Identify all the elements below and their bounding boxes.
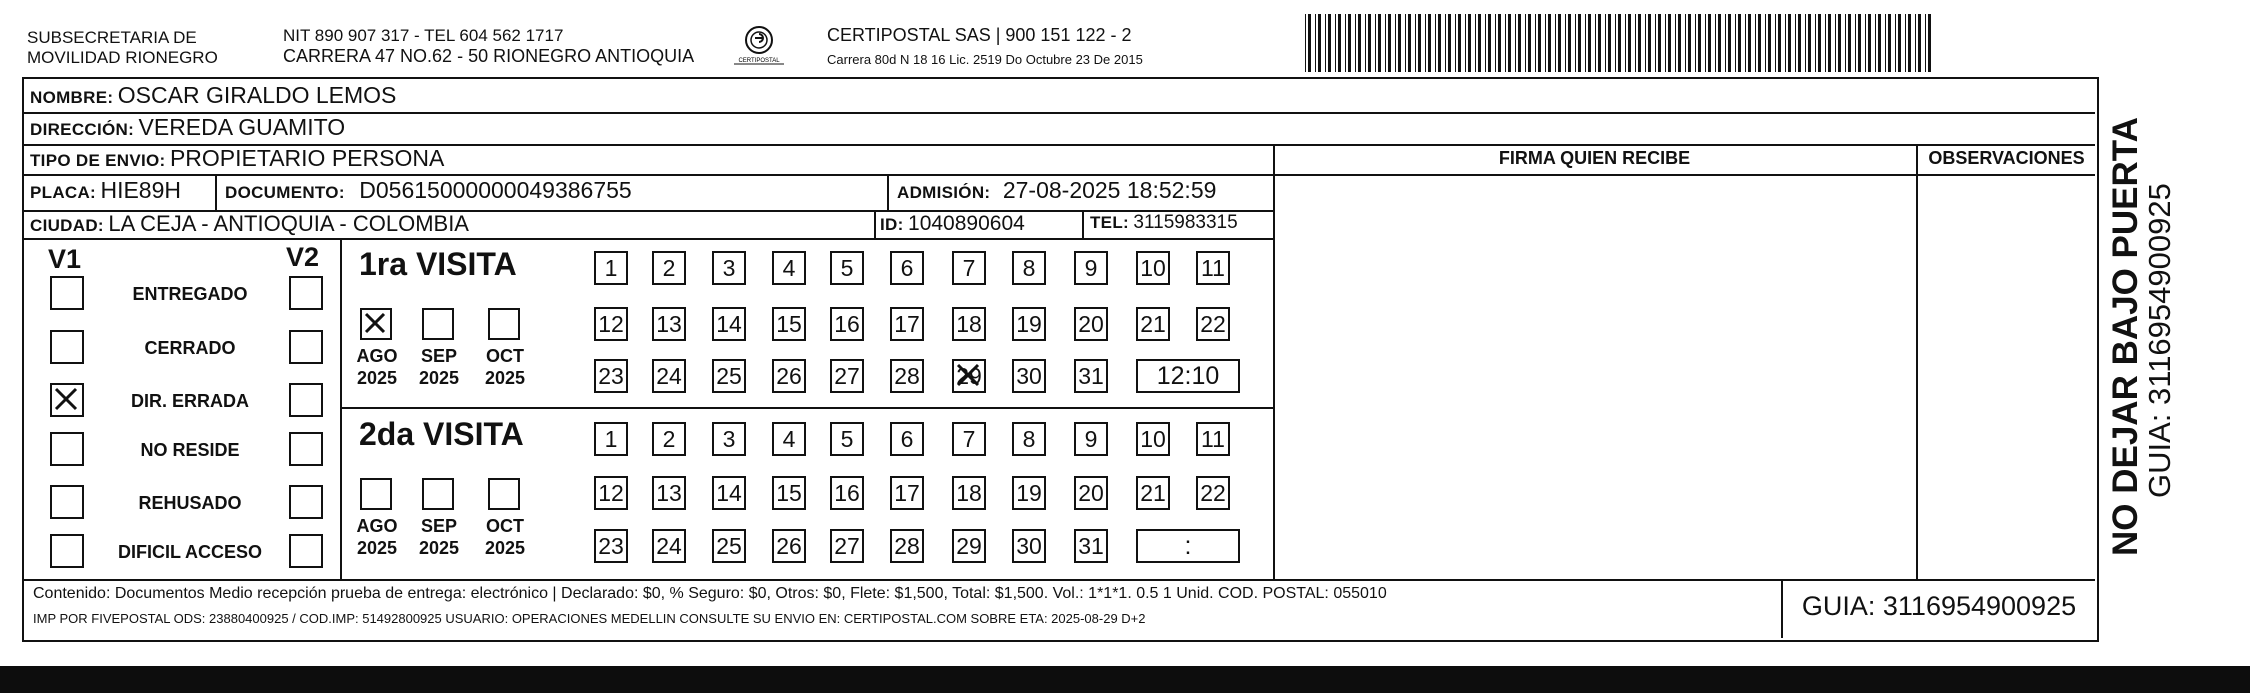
barcode-bar xyxy=(1638,14,1641,72)
status-label: DIFICIL ACCESO xyxy=(117,542,262,562)
barcode-bar xyxy=(1745,14,1746,72)
day-box[interactable]: 1 xyxy=(594,422,628,456)
day-box[interactable]: 9 xyxy=(1074,422,1108,456)
day-box[interactable]: 24 xyxy=(652,529,686,563)
barcode-bar xyxy=(1738,14,1741,72)
day-box[interactable]: 15 xyxy=(772,307,806,341)
direccion-label: DIRECCIÓN: xyxy=(30,120,135,139)
v2-checkbox[interactable] xyxy=(289,534,323,568)
barcode-bar xyxy=(1315,14,1316,72)
placa-field xyxy=(30,177,181,204)
month-checkbox[interactable] xyxy=(488,478,520,510)
day-box[interactable]: 11 xyxy=(1196,251,1230,285)
day-box[interactable]: 22 xyxy=(1196,476,1230,510)
barcode-bar xyxy=(1308,14,1311,72)
barcode-bar xyxy=(1558,14,1561,72)
barcode-bar xyxy=(1325,14,1326,72)
day-box[interactable]: 10 xyxy=(1136,251,1170,285)
day-box[interactable]: 20 xyxy=(1074,476,1108,510)
barcode-bar xyxy=(1898,14,1901,72)
day-box[interactable]: 28 xyxy=(890,359,924,393)
day-box[interactable]: 30 xyxy=(1012,359,1046,393)
barcode-bar xyxy=(1798,14,1801,72)
barcode-bar xyxy=(1605,14,1606,72)
day-box[interactable]: 13 xyxy=(652,476,686,510)
v1-checkbox[interactable] xyxy=(50,432,84,466)
day-box[interactable]: 4 xyxy=(772,422,806,456)
barcode-bar xyxy=(1865,14,1866,72)
id-value: 1040890604 xyxy=(908,212,1025,235)
month-check-mark xyxy=(362,310,390,338)
barcode-bar xyxy=(1755,14,1756,72)
barcode-bar xyxy=(1368,14,1371,72)
barcode-bar xyxy=(1615,14,1616,72)
day-box[interactable]: 9 xyxy=(1074,251,1108,285)
v1-checkbox[interactable] xyxy=(50,534,84,568)
v1-checkbox[interactable] xyxy=(50,276,84,310)
day-box[interactable]: 12 xyxy=(594,307,628,341)
day-box[interactable]: 3 xyxy=(712,251,746,285)
barcode-bar xyxy=(1415,14,1416,72)
side-warning: NO DEJAR BAJO PUERTA xyxy=(2106,117,2145,556)
v1-header: V1 xyxy=(48,244,82,274)
day-box[interactable]: 14 xyxy=(712,307,746,341)
barcode-bar xyxy=(1805,14,1806,72)
id-field xyxy=(880,212,1025,236)
day-box[interactable]: 7 xyxy=(952,251,986,285)
barcode-bar xyxy=(1628,14,1631,72)
barcode-bar xyxy=(1445,14,1446,72)
v1-checkbox[interactable] xyxy=(50,383,84,417)
visit1-title: 1ra VISITA xyxy=(359,246,517,282)
month-label: OCT xyxy=(486,346,524,366)
barcode-bar xyxy=(1655,14,1656,72)
barcode-bar xyxy=(1488,14,1491,72)
barcode-bar xyxy=(1495,14,1496,72)
barcode-bar xyxy=(1808,14,1811,72)
status-label: REHUSADO xyxy=(138,493,242,513)
barcode-bar xyxy=(1795,14,1796,72)
barcode-bar xyxy=(1758,14,1761,72)
admision-field xyxy=(897,177,1216,204)
barcode-bar xyxy=(1485,14,1486,72)
day-box[interactable]: 5 xyxy=(830,251,864,285)
footer-guia: GUIA: 3116954900925 xyxy=(1801,591,2077,621)
barcode-bar xyxy=(1815,14,1816,72)
barcode-bar xyxy=(1748,14,1751,72)
barcode-bar xyxy=(1598,14,1601,72)
company-license: Carrera 80d N 18 16 Lic. 2519 Do Octubre 23 De 2015 xyxy=(827,52,1143,67)
barcode-bar xyxy=(1825,14,1826,72)
day-box[interactable]: 6 xyxy=(890,422,924,456)
day-box[interactable]: 17 xyxy=(890,476,924,510)
day-box[interactable]: 30 xyxy=(1012,529,1046,563)
nombre-value: OSCAR GIRALDO LEMOS xyxy=(117,82,397,108)
barcode-bar xyxy=(1698,14,1701,72)
barcode-bar xyxy=(1768,14,1771,72)
visit2-time[interactable]: : xyxy=(1136,529,1240,563)
footer-imp: IMP POR FIVEPOSTAL ODS: 23880400925 / COD.IMP: 51492800925 USUARIO: OPERACIONES MEDELLIN CONSULTE SU ENVIO EN: CERTIPOSTAL.COM SOBRE ETA: 2025-08-29 D+2 xyxy=(33,611,1146,626)
barcode-bar xyxy=(1318,14,1321,72)
barcode-bar xyxy=(1645,14,1646,72)
month-label: OCT xyxy=(486,516,524,536)
month-year: 2025 xyxy=(356,538,398,558)
v2-header: V2 xyxy=(286,242,320,272)
barcode-bar xyxy=(1875,14,1876,72)
barcode-bar xyxy=(1668,14,1671,72)
barcode-bar xyxy=(1538,14,1541,72)
barcode-bar xyxy=(1855,14,1856,72)
month-checkbox[interactable] xyxy=(488,308,520,340)
barcode-bar xyxy=(1428,14,1431,72)
barcode-bar xyxy=(1528,14,1531,72)
day-box[interactable]: 28 xyxy=(890,529,924,563)
observaciones-column-divider xyxy=(1916,144,1918,579)
status-label: CERRADO xyxy=(144,338,236,358)
barcode-bar xyxy=(1535,14,1536,72)
barcode-bar xyxy=(1625,14,1626,72)
barcode-bar xyxy=(1608,14,1611,72)
barcode-bar xyxy=(1888,14,1891,72)
barcode-bar xyxy=(1455,14,1456,72)
barcode-bar xyxy=(1905,14,1906,72)
entity-name-line2: MOVILIDAD RIONEGRO xyxy=(27,48,218,67)
barcode-bar xyxy=(1585,14,1586,72)
tipo-envio-label: TIPO DE ENVIO: xyxy=(30,151,166,170)
barcode-bar xyxy=(1338,14,1341,72)
barcode-bar xyxy=(1458,14,1461,72)
day-box[interactable]: 16 xyxy=(830,307,864,341)
v2-checkbox[interactable] xyxy=(289,485,323,519)
tel-value: 3115983315 xyxy=(1133,212,1238,233)
ciudad-field xyxy=(30,211,469,237)
barcode-bar xyxy=(1595,14,1596,72)
barcode-bar xyxy=(1675,14,1676,72)
placa-label: PLACA: xyxy=(30,183,97,202)
barcode-bar xyxy=(1728,14,1731,72)
day-box[interactable]: 25 xyxy=(712,529,746,563)
day-box[interactable]: 18 xyxy=(952,476,986,510)
barcode-bar xyxy=(1828,14,1831,72)
day-box[interactable]: 5 xyxy=(830,422,864,456)
month-checkbox[interactable] xyxy=(422,308,454,340)
day-box[interactable]: 12 xyxy=(594,476,628,510)
month-label: SEP xyxy=(420,346,458,366)
barcode-bar xyxy=(1335,14,1336,72)
barcode-bar xyxy=(1788,14,1791,72)
observaciones-label: OBSERVACIONES xyxy=(1928,148,2085,168)
visit1-time[interactable]: 12:10 xyxy=(1136,359,1240,393)
day-box[interactable]: 24 xyxy=(652,359,686,393)
v1-checkbox[interactable] xyxy=(50,485,84,519)
documento-field xyxy=(225,177,632,204)
visit2-title: 2da VISITA xyxy=(359,416,524,452)
day-box[interactable]: 2 xyxy=(652,422,686,456)
admision-value: 27-08-2025 18:52:59 xyxy=(1002,177,1217,203)
scan-edge xyxy=(0,666,2250,693)
day-box[interactable]: 21 xyxy=(1136,307,1170,341)
barcode-bar xyxy=(1398,14,1401,72)
entity-nit: NIT 890 907 317 - TEL 604 562 1717 xyxy=(283,26,564,45)
month-checkbox[interactable] xyxy=(360,308,392,340)
barcode-bar xyxy=(1505,14,1506,72)
firma-label: FIRMA QUIEN RECIBE xyxy=(1498,148,1691,168)
barcode-bar xyxy=(1355,14,1356,72)
entity-name-line1: SUBSECRETARIA DE xyxy=(27,28,197,47)
placa-value: HIE89H xyxy=(100,177,182,203)
day-box[interactable]: 27 xyxy=(830,359,864,393)
day-box[interactable]: 18 xyxy=(952,307,986,341)
barcode-bar xyxy=(1478,14,1481,72)
v2-checkbox[interactable] xyxy=(289,330,323,364)
barcode-bar xyxy=(1475,14,1476,72)
tipo-envio-field xyxy=(30,145,444,172)
barcode-bar xyxy=(1878,14,1881,72)
day-box[interactable]: 29 xyxy=(952,529,986,563)
barcode-bar xyxy=(1305,14,1306,72)
barcode-bar xyxy=(1378,14,1381,72)
barcode-bar xyxy=(1685,14,1686,72)
barcode-bar xyxy=(1775,14,1776,72)
day-box[interactable]: 26 xyxy=(772,359,806,393)
barcode-bar xyxy=(1408,14,1411,72)
day-box[interactable]: 8 xyxy=(1012,422,1046,456)
day-box[interactable]: 20 xyxy=(1074,307,1108,341)
barcode-bar xyxy=(1548,14,1551,72)
day-box[interactable]: 27 xyxy=(830,529,864,563)
day-box[interactable]: 19 xyxy=(1012,307,1046,341)
side-guia: GUIA: 3116954900925 xyxy=(2142,183,2177,498)
day-box[interactable]: 3 xyxy=(712,422,746,456)
placa-divider xyxy=(215,174,217,210)
month-checkbox[interactable] xyxy=(422,478,454,510)
direccion-field xyxy=(30,114,345,141)
day-number: 29 xyxy=(956,363,982,389)
barcode-bar xyxy=(1508,14,1511,72)
day-box[interactable]: 31 xyxy=(1074,529,1108,563)
id-label: ID: xyxy=(880,215,904,234)
barcode-bar xyxy=(1358,14,1361,72)
barcode-bar xyxy=(1785,14,1786,72)
barcode-bar xyxy=(1925,14,1926,72)
day-box[interactable]: 10 xyxy=(1136,422,1170,456)
barcode-bar xyxy=(1718,14,1721,72)
status-divider xyxy=(340,238,342,579)
day-box[interactable]: 4 xyxy=(772,251,806,285)
month-year: 2025 xyxy=(484,368,526,388)
v2-checkbox[interactable] xyxy=(289,276,323,310)
barcode-bar xyxy=(1328,14,1331,72)
barcode-bar xyxy=(1715,14,1716,72)
barcode-bar xyxy=(1565,14,1566,72)
day-box[interactable]: 23 xyxy=(594,529,628,563)
barcode-bar xyxy=(1725,14,1726,72)
v1-checkbox[interactable] xyxy=(50,330,84,364)
barcode-bar xyxy=(1918,14,1921,72)
barcode-bar xyxy=(1648,14,1651,72)
direccion-value: VEREDA GUAMITO xyxy=(138,114,346,140)
day-box[interactable]: 26 xyxy=(772,529,806,563)
v2-checkbox[interactable] xyxy=(289,432,323,466)
barcode-bar xyxy=(1498,14,1501,72)
barcode-bar xyxy=(1618,14,1621,72)
day-box[interactable]: 14 xyxy=(712,476,746,510)
barcode-bar xyxy=(1348,14,1351,72)
firma-column-divider xyxy=(1273,144,1275,579)
day-box[interactable]: 1 xyxy=(594,251,628,285)
barcode-bar xyxy=(1928,14,1931,72)
barcode-bar xyxy=(1438,14,1441,72)
barcode-bar xyxy=(1385,14,1386,72)
day-box[interactable]: 16 xyxy=(830,476,864,510)
documento-value: D05615000000049386755 xyxy=(359,177,632,203)
day-box[interactable]: 25 xyxy=(712,359,746,393)
barcode-bar xyxy=(1448,14,1451,72)
month-year: 2025 xyxy=(418,368,460,388)
ciudad-value: LA CEJA - ANTIOQUIA - COLOMBIA xyxy=(108,211,469,236)
barcode-bar xyxy=(1908,14,1911,72)
day-box[interactable]: 22 xyxy=(1196,307,1230,341)
logo-wordmark: CERTIPOSTAL xyxy=(738,58,780,64)
barcode-bar xyxy=(1435,14,1436,72)
nombre-label: NOMBRE: xyxy=(30,88,114,107)
entity-address: CARRERA 47 NO.62 - 50 RIONEGRO ANTIOQUIA xyxy=(283,46,695,66)
month-checkbox[interactable] xyxy=(360,478,392,510)
row-divider xyxy=(22,174,2095,176)
barcode-bar xyxy=(1375,14,1376,72)
v2-checkbox[interactable] xyxy=(289,383,323,417)
day-box[interactable]: 21 xyxy=(1136,476,1170,510)
barcode-bar xyxy=(1705,14,1706,72)
nombre-field xyxy=(30,82,396,109)
barcode-bar xyxy=(1848,14,1851,72)
barcode-bar xyxy=(1418,14,1421,72)
barcode-bar xyxy=(1518,14,1521,72)
barcode-bar xyxy=(1425,14,1426,72)
month-label: AGO xyxy=(356,346,398,366)
barcode-bar xyxy=(1345,14,1346,72)
day-box[interactable]: 23 xyxy=(594,359,628,393)
barcode-bar xyxy=(1708,14,1711,72)
barcode-bar xyxy=(1575,14,1576,72)
barcode-bar xyxy=(1405,14,1406,72)
barcode-bar xyxy=(1678,14,1681,72)
barcode-bar xyxy=(1838,14,1841,72)
month-year: 2025 xyxy=(356,368,398,388)
barcode-bar xyxy=(1818,14,1821,72)
day-box[interactable]: 15 xyxy=(772,476,806,510)
barcode-bar xyxy=(1868,14,1871,72)
footer-divider xyxy=(22,579,2095,581)
barcode-bar xyxy=(1778,14,1781,72)
day-box[interactable]: 6 xyxy=(890,251,924,285)
barcode-bar xyxy=(1578,14,1581,72)
barcode-bar xyxy=(1688,14,1691,72)
status-label: NO RESIDE xyxy=(140,440,240,460)
barcode-bar xyxy=(1695,14,1696,72)
day-box[interactable] xyxy=(952,359,986,393)
tel-divider xyxy=(1082,210,1084,238)
certipostal-logo xyxy=(730,24,788,70)
barcode-bar xyxy=(1845,14,1846,72)
visit-divider xyxy=(340,407,1273,409)
barcode-bar xyxy=(1555,14,1556,72)
admision-divider xyxy=(887,174,889,210)
company-info: CERTIPOSTAL SAS | 900 151 122 - 2 xyxy=(827,25,1132,45)
day-box[interactable]: 17 xyxy=(890,307,924,341)
month-label: AGO xyxy=(356,516,398,536)
day-box[interactable]: 13 xyxy=(652,307,686,341)
month-year: 2025 xyxy=(484,538,526,558)
barcode-bar xyxy=(1515,14,1516,72)
day-box[interactable]: 19 xyxy=(1012,476,1046,510)
ciudad-label: CIUDAD: xyxy=(30,216,104,235)
day-box[interactable]: 7 xyxy=(952,422,986,456)
tipo-envio-value: PROPIETARIO PERSONA xyxy=(169,145,445,171)
v1-check-mark xyxy=(52,385,82,415)
day-box[interactable]: 11 xyxy=(1196,422,1230,456)
barcode-bar xyxy=(1588,14,1591,72)
barcode-bar xyxy=(1395,14,1396,72)
documento-label: DOCUMENTO: xyxy=(225,183,345,202)
barcode xyxy=(1305,14,1941,72)
barcode-bar xyxy=(1465,14,1466,72)
barcode-bar xyxy=(1658,14,1661,72)
admision-label: ADMISIÓN: xyxy=(897,183,991,202)
status-label: DIR. ERRADA xyxy=(130,391,249,411)
barcode-bar xyxy=(1545,14,1546,72)
barcode-bar xyxy=(1525,14,1526,72)
barcode-bar xyxy=(1365,14,1366,72)
day-box[interactable]: 2 xyxy=(652,251,686,285)
status-label: ENTREGADO xyxy=(132,284,248,304)
barcode-bar xyxy=(1765,14,1766,72)
barcode-bar xyxy=(1635,14,1636,72)
barcode-bar xyxy=(1895,14,1896,72)
month-year: 2025 xyxy=(418,538,460,558)
barcode-bar xyxy=(1835,14,1836,72)
barcode-bar xyxy=(1568,14,1571,72)
barcode-bar xyxy=(1858,14,1861,72)
footer-contenido: Contenido: Documentos Medio recepción prueba de entrega: electrónico | Declarado: $0, % Seguro: $0, Otros: $0, Flete: $1,500, Total: $1,500. Vol.: 1*1*1. 0.5 1 Unid. COD. POSTAL: 055010 xyxy=(33,585,1387,602)
row-divider xyxy=(22,238,1273,240)
certipostal-logo-icon xyxy=(730,24,788,70)
barcode-bar xyxy=(1885,14,1886,72)
month-label: SEP xyxy=(420,516,458,536)
barcode-bar xyxy=(1735,14,1736,72)
day-box[interactable]: 31 xyxy=(1074,359,1108,393)
tel-label: TEL: xyxy=(1090,213,1129,232)
tel-field xyxy=(1090,212,1238,234)
barcode-bar xyxy=(1665,14,1666,72)
barcode-bar xyxy=(1468,14,1471,72)
id-divider xyxy=(874,210,876,238)
day-box[interactable]: 8 xyxy=(1012,251,1046,285)
barcode-bar xyxy=(1388,14,1391,72)
barcode-bar xyxy=(1915,14,1916,72)
